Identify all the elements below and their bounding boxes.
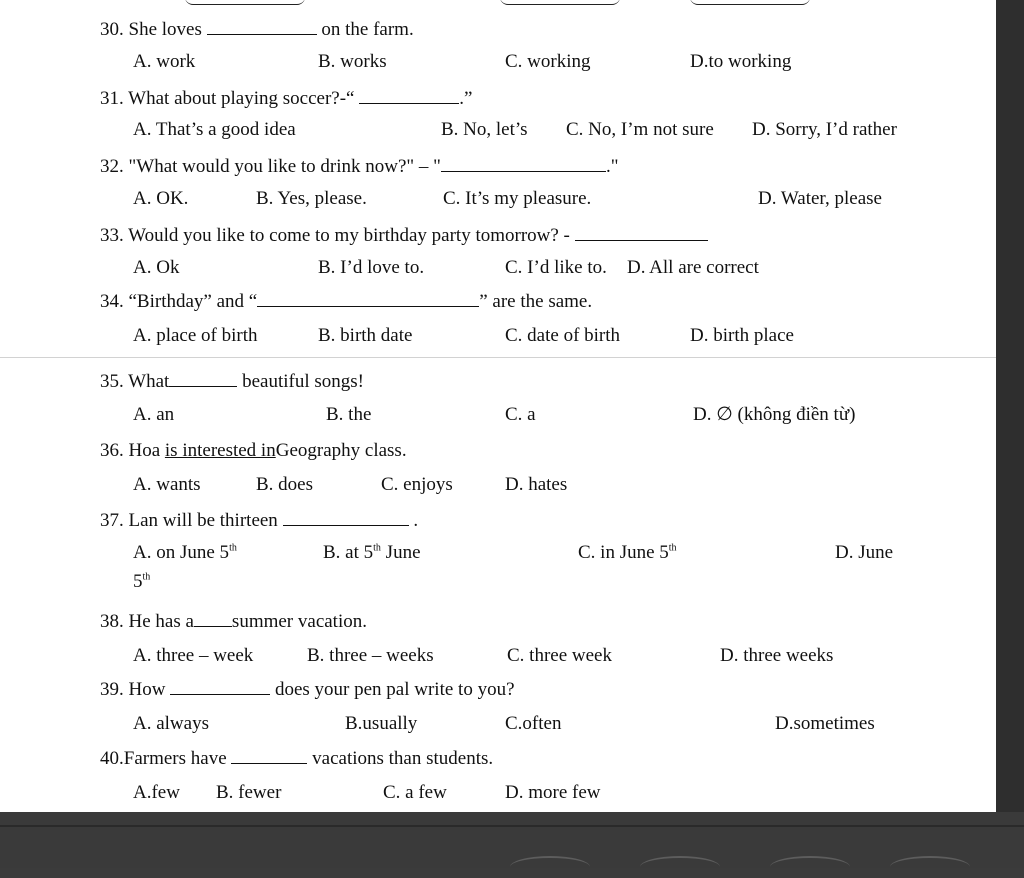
option: D. All are correct [627,257,759,278]
answer-blank [257,290,479,307]
question-text: . [413,510,419,531]
question-number: 35. [100,371,124,392]
question-text: He has a [128,611,194,632]
option: B. at 5th June [323,542,421,563]
option: C. working [505,51,591,72]
cropped-shape [890,856,970,878]
option: D. three weeks [720,645,834,666]
underlined-phrase: is interested in [164,440,276,461]
question-number: 32. [100,156,124,177]
option: B. the [326,404,372,425]
question-text: Lan will be thirteen [128,510,278,531]
option: C. No, I’m not sure [566,119,714,140]
option: A. an [133,404,175,425]
question-31 [100,87,472,110]
question-number: 40. [100,748,124,769]
option: C.often [505,713,562,734]
question-text: summer vacation. [231,611,367,632]
question-number: 37. [100,510,124,531]
question-text: What [128,371,170,392]
question-text: vacations than students. [312,748,494,769]
question-text: What about playing soccer?-“ [128,88,355,109]
question-text: Geography class. [275,440,407,461]
question-text: “Birthday” and “ [128,291,258,312]
question-number: 34. [100,291,124,312]
question-text: ." [605,156,619,177]
option: B. does [256,474,313,495]
question-number: 30. [100,19,124,40]
answer-blank [207,18,317,35]
question-text: .” [459,88,473,109]
question-text: "What would you like to drink now?" – " [128,156,441,177]
option: B. three – weeks [307,645,434,666]
option: D. Sorry, I’d rather [752,119,897,140]
option: C. a [505,404,536,425]
question-text: She loves [128,19,202,40]
option: C. It’s my pleasure. [443,188,592,209]
option: D. hates [505,474,568,495]
option: A. That’s a good idea [133,119,296,140]
option: C. I’d like to. [505,257,607,278]
option: C. a few [383,782,447,803]
option-wrap: 5th [133,571,151,592]
option: B. fewer [216,782,282,803]
option: A. work [133,51,196,72]
viewer-footer [0,812,1024,868]
question-text: ” are the same. [479,291,593,312]
cropped-shape [770,856,850,878]
option: A. three – week [133,645,254,666]
option: B.usually [345,713,418,734]
option: A. always [133,713,209,734]
answer-blank [359,87,459,104]
option: B. Yes, please. [256,188,367,209]
option: A. OK. [133,188,189,209]
option: A. Ok [133,257,180,278]
option: D. Water, please [758,188,882,209]
answer-blank [441,155,606,172]
option: C. date of birth [505,325,621,346]
question-number: 39. [100,679,124,700]
question-33 [100,224,708,247]
option: A.few [133,782,180,803]
option: A. on June 5th [133,542,237,563]
question-text: does your pen pal write to you? [274,679,515,700]
question-30 [100,18,414,41]
question-number: 31. [100,88,124,109]
answer-blank [575,224,708,241]
option: C. enjoys [381,474,453,495]
question-32 [100,155,618,178]
page-separator [0,357,996,358]
cropped-text-fragment [500,0,620,5]
option: B. works [318,51,387,72]
option: B. I’d love to. [318,257,425,278]
question-text: How [128,679,166,700]
question-text: Would you like to come to my birthday party tomorrow? - [128,225,570,246]
option: C. in June 5th [578,542,677,563]
question-text: Hoa [128,440,161,461]
option: D. more few [505,782,601,803]
option: D.to working [690,51,792,72]
option: D. June [835,542,894,563]
question-text: Farmers have [123,748,227,769]
footer-divider [0,825,1024,827]
cropped-text-fragment [690,0,810,5]
option: A. wants [133,474,201,495]
cropped-shape [640,856,720,878]
option: A. place of birth [133,325,258,346]
question-number: 33. [100,225,124,246]
cropped-shape [510,856,590,878]
option: D. ∅ (không điền từ) [693,404,856,425]
cropped-text-fragment [185,0,305,5]
question-text: on the farm. [321,19,414,40]
option: C. three week [507,645,612,666]
option: D.sometimes [775,713,875,734]
option: B. birth date [318,325,413,346]
question-34 [100,290,592,313]
scrollbar-track[interactable] [996,0,1024,812]
question-number: 36. [100,440,124,461]
question-text: beautiful songs! [242,371,364,392]
option: D. birth place [690,325,794,346]
question-number: 38. [100,611,124,632]
option: B. No, let’s [441,119,528,140]
